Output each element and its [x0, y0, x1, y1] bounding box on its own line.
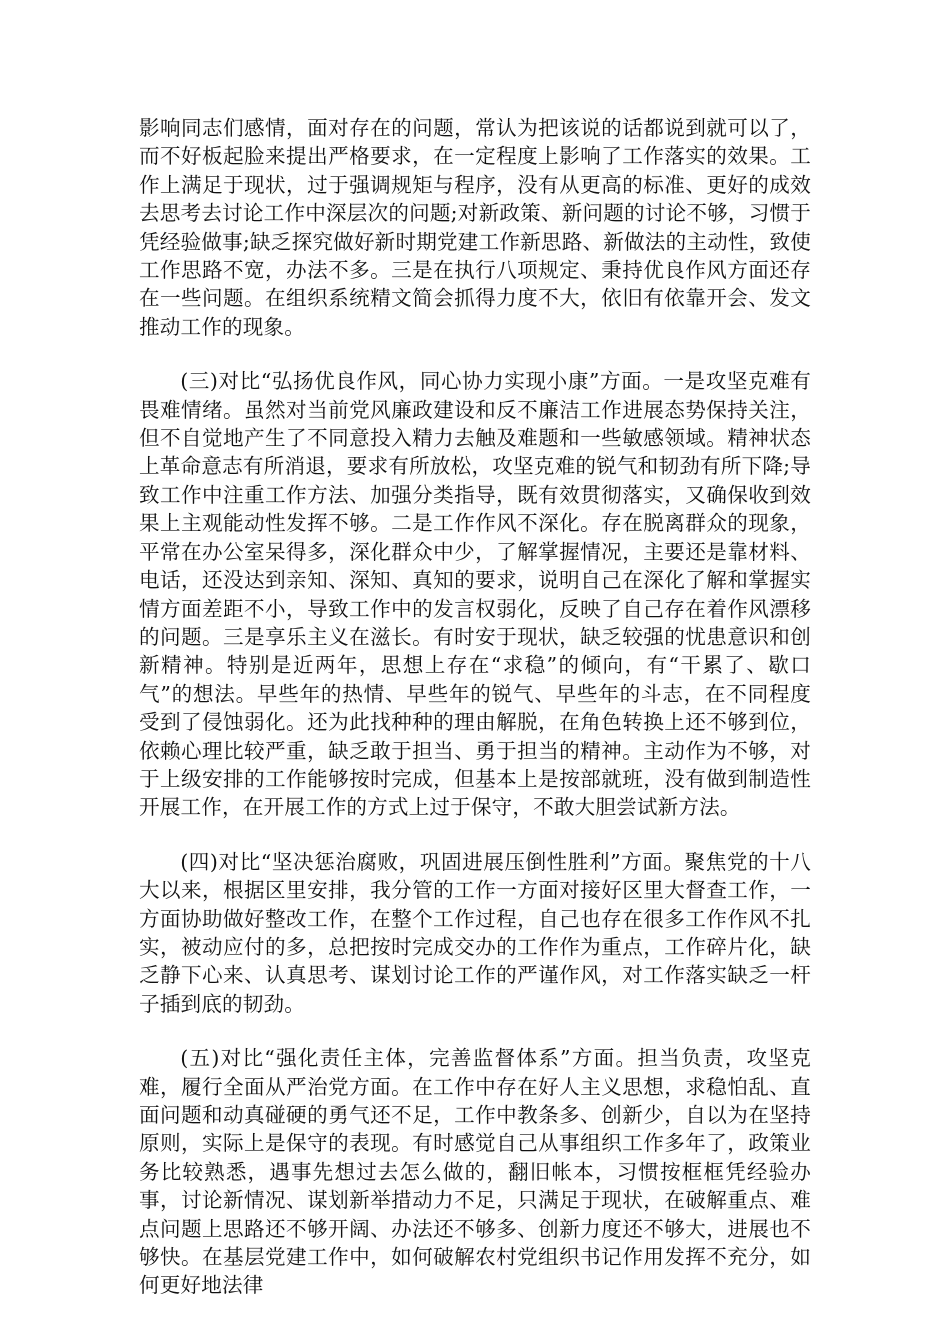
- document-body: [139, 114, 811, 1300]
- paragraph-section-4: (四)对比“坚决惩治腐败，巩固进展压倒性胜利”方面。聚焦党的十八大以来，根据区里安排，我分管的工作一方面对接好区里大督查工作，一方面协助做好整改工作，在整个工作过程，自己也存在很多工作作风不扎实，被动应付的多，总把按时完成交办的工作作为重点，工作碎片化，缺乏静下心来、认真思考、谋划讨论工作的严谨作风，对工作落实缺乏一杆子插到底的韧劲。: [139, 849, 811, 1016]
- paragraph-section-5: (五)对比“强化责任主体，完善监督体系”方面。担当负责，攻坚克难，履行全面从严治党方面。在工作中存在好人主义思想，求稳怕乱、直面问题和动真碰硬的勇气还不足，工作中教条多、创新少，自以为在坚持原则，实际上是保守的表现。有时感觉自己从事组织工作多年了，政策业务比较熟悉，遇事先想过去怎么做的，翻旧帐本，习惯按框框凭经验办事，讨论新情况、谋划新举措动力不足，只满足于现状，在破解重点、难点问题上思路还不够开阔、办法还不够多、创新力度还不够大，进展也不够快。在基层党建工作中，如何破解农村党组织书记作用发挥不充分，如何更好地法律: [139, 1046, 811, 1298]
- paragraph-continuation: 影响同志们感情，面对存在的问题，常认为把该说的话都说到就可以了，而不好板起脸来提出严格要求，在一定程度上影响了工作落实的效果。工作上满足于现状，过于强调规矩与程序，没有从更高的标准、更好的成效去思考去讨论工作中深层次的问题;对新政策、新问题的讨论不够，习惯于凭经验做事;缺乏探究做好新时期党建工作新思路、新做法的主动性，致使工作思路不宽，办法不多。三是在执行八项规定、秉持优良作风方面还存在一些问题。在组织系统精文简会抓得力度不大，依旧有依靠开会、发文推动工作的现象。: [139, 116, 811, 339]
- paragraph-section-3: (三)对比“弘扬优良作风，同心协力实现小康”方面。一是攻坚克难有畏难情绪。虽然对当前党风廉政建设和反不廉洁工作进展态势保持关注，但不自觉地产生了不同意投入精力去触及难题和一些敏感领域。精神状态上革命意志有所消退，要求有所放松，攻坚克难的锐气和韧劲有所下降;导致工作中注重工作方法、加强分类指导，既有效贯彻落实，又确保收到效果上主观能动性发挥不够。二是工作作风不深化。存在脱离群众的现象，平常在办公室呆得多，深化群众中少，了解掌握情况，主要还是靠材料、电话，还没达到亲知、深知、真知的要求，说明自己在深化了解和掌握实情方面差距不小，导致工作中的发言权弱化，反映了自己存在着作风漂移的问题。三是享乐主义在滋长。有时安于现状，缺乏较强的忧患意识和创新精神。特别是近两年，思想上存在“求稳”的倾向，有“干累了、歇口气”的想法。早些年的热情、早些年的锐气、早些年的斗志，在不同程度受到了侵蚀弱化。还为此找种种的理由解脱，在角色转换上还不够到位，依赖心理比较严重，缺乏敢于担当、勇于担当的精神。主动作为不够，对于上级安排的工作能够按时完成，但基本上是按部就班，没有做到制造性开展工作，在开展工作的方式上过于保守，不敢大胆尝试新方法。: [139, 369, 811, 820]
